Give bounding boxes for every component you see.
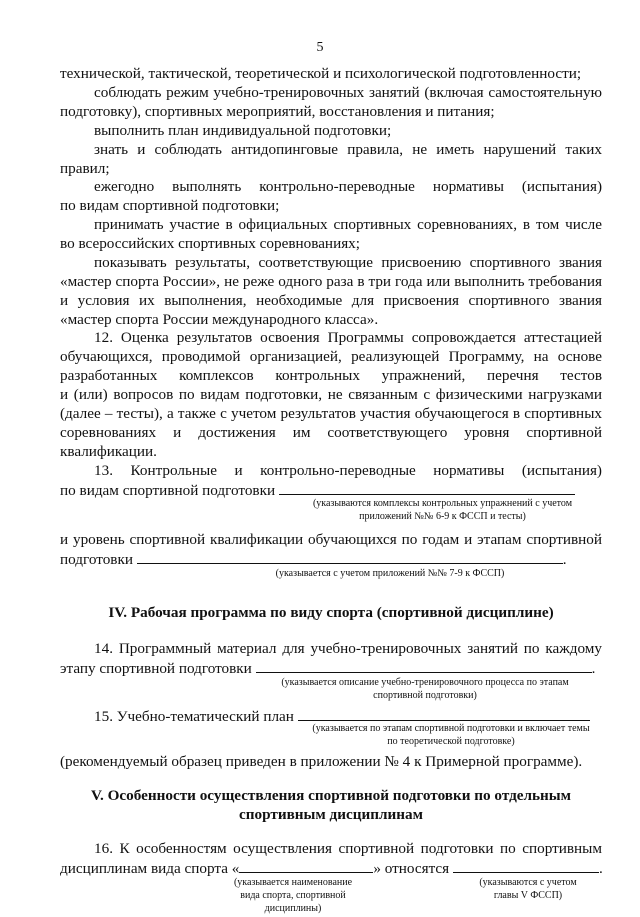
text-line: соревнованиях и достижения им соответствующего уровня спортивной xyxy=(60,424,602,441)
text-line-label: подготовки xyxy=(60,551,133,568)
text-line: 12. Оценка результатов освоения Программы сопровождается аттестацией xyxy=(94,329,602,346)
text-line: правил; xyxy=(60,160,110,177)
footnote-note: приложений №№ 6-9 к ФССП и тесты) xyxy=(359,511,526,522)
text-line-label: по видам спортивной подготовки xyxy=(60,482,276,499)
footnote-note: главы V ФССП) xyxy=(493,890,563,901)
footnote-note: (указывается наименование xyxy=(233,877,353,888)
footnote-note: спортивной подготовки) xyxy=(373,690,477,701)
text-line: принимать участие в официальных спортивных соревнованиях, в том числе xyxy=(94,216,602,233)
text-line: и (или) вопросов по видам подготовки, не связанным с физическими нагрузками xyxy=(60,386,602,403)
fill-blank xyxy=(298,706,590,721)
text-line-label: 15. Учебно-тематический план xyxy=(94,708,294,725)
fill-blank xyxy=(137,549,563,564)
footnote-note: (указывается описание учебно-тренировочного процесса по этапам xyxy=(281,677,569,688)
text-line: 13. Контрольные и контрольно-переводные нормативы (испытания) xyxy=(94,462,602,479)
footnote-note: вида спорта, спортивной xyxy=(240,890,346,901)
section-heading-iv: IV. Рабочая программа по виду спорта (спортивной дисциплине) xyxy=(108,604,554,621)
text-line: подготовку), спортивных мероприятий, восстановления и питания; xyxy=(60,103,495,120)
text-line: разработанных комплексов контрольных упражнений, перечня тестов xyxy=(60,367,602,384)
page-number: 5 xyxy=(316,40,324,55)
text-line xyxy=(60,658,602,678)
text-line: квалификации. xyxy=(60,443,157,460)
text-line: и уровень спортивной квалификации обучающихся по годам и этапам спортивной xyxy=(60,531,602,548)
text-line-label: дисциплинам вида спорта « xyxy=(60,860,240,877)
text-line: 14. Программный материал для учебно-тренировочных занятий по каждому xyxy=(94,640,602,657)
footnote-note: (указываются с учетом xyxy=(479,877,577,888)
text-line: соблюдать режим учебно-тренировочных занятий (включая самостоятельную xyxy=(94,84,602,101)
footnote-note: (указываются комплексы контрольных упражнений с учетом xyxy=(312,498,573,509)
text-line: по видам спортивной подготовки; xyxy=(60,197,280,214)
fill-blank xyxy=(256,658,592,673)
footnote-note: дисциплины) xyxy=(264,903,322,914)
text-line-label: » относятся xyxy=(373,860,450,877)
text-line xyxy=(60,858,602,878)
text-line: 16. К особенностям осуществления спортивной подготовки по спортивным xyxy=(94,840,602,857)
text-line: (далее – тесты), а также с учетом результатов участия обучающегося в спортивных xyxy=(60,405,602,422)
text-line: ежегодно выполнять контрольно-переводные нормативы (испытания) xyxy=(94,178,602,195)
text-line xyxy=(60,549,602,569)
text-line: показывать результаты, соответствующие присвоению спортивного звания xyxy=(94,254,602,271)
text-line: во всероссийских спортивных соревнованиях; xyxy=(60,235,360,252)
text-line: и условия их выполнения, необходимые для присвоения спортивного звания xyxy=(60,292,602,309)
fill-blank xyxy=(279,480,575,495)
text-line: обучающихся, проводимой организацией, реализующей Программу, на основе xyxy=(60,348,602,365)
text-line: выполнить план индивидуальной подготовки; xyxy=(94,122,392,139)
section-heading-v-cont: спортивным дисциплинам xyxy=(239,806,423,823)
footnote-note: (указывается с учетом приложений №№ 7-9 к ФССП) xyxy=(275,568,505,579)
footnote-note: (указывается по этапам спортивной подготовки и включает темы xyxy=(312,723,590,734)
period: . xyxy=(562,551,567,568)
footnote-note: по теоретической подготовке) xyxy=(387,736,515,747)
section-heading-v: V. Особенности осуществления спортивной подготовки по отдельным xyxy=(90,787,572,804)
text-line-label: этапу спортивной подготовки xyxy=(60,660,252,677)
text-line: (рекомендуемый образец приведен в приложении № 4 к Примерной программе). xyxy=(60,753,583,770)
period: . xyxy=(591,660,596,677)
period: . xyxy=(598,860,603,877)
text-line: знать и соблюдать антидопинговые правила, не иметь нарушений таких xyxy=(94,141,602,158)
text-line: технической, тактической, теоретической и психологической подготовленности; xyxy=(60,65,582,82)
text-line: «мастер спорта России международного класса». xyxy=(60,311,379,328)
fill-blank xyxy=(453,858,599,873)
text-line: «мастер спорта России», не реже одного раза в три года или выполнить требования xyxy=(60,273,602,290)
fill-blank xyxy=(239,858,373,873)
